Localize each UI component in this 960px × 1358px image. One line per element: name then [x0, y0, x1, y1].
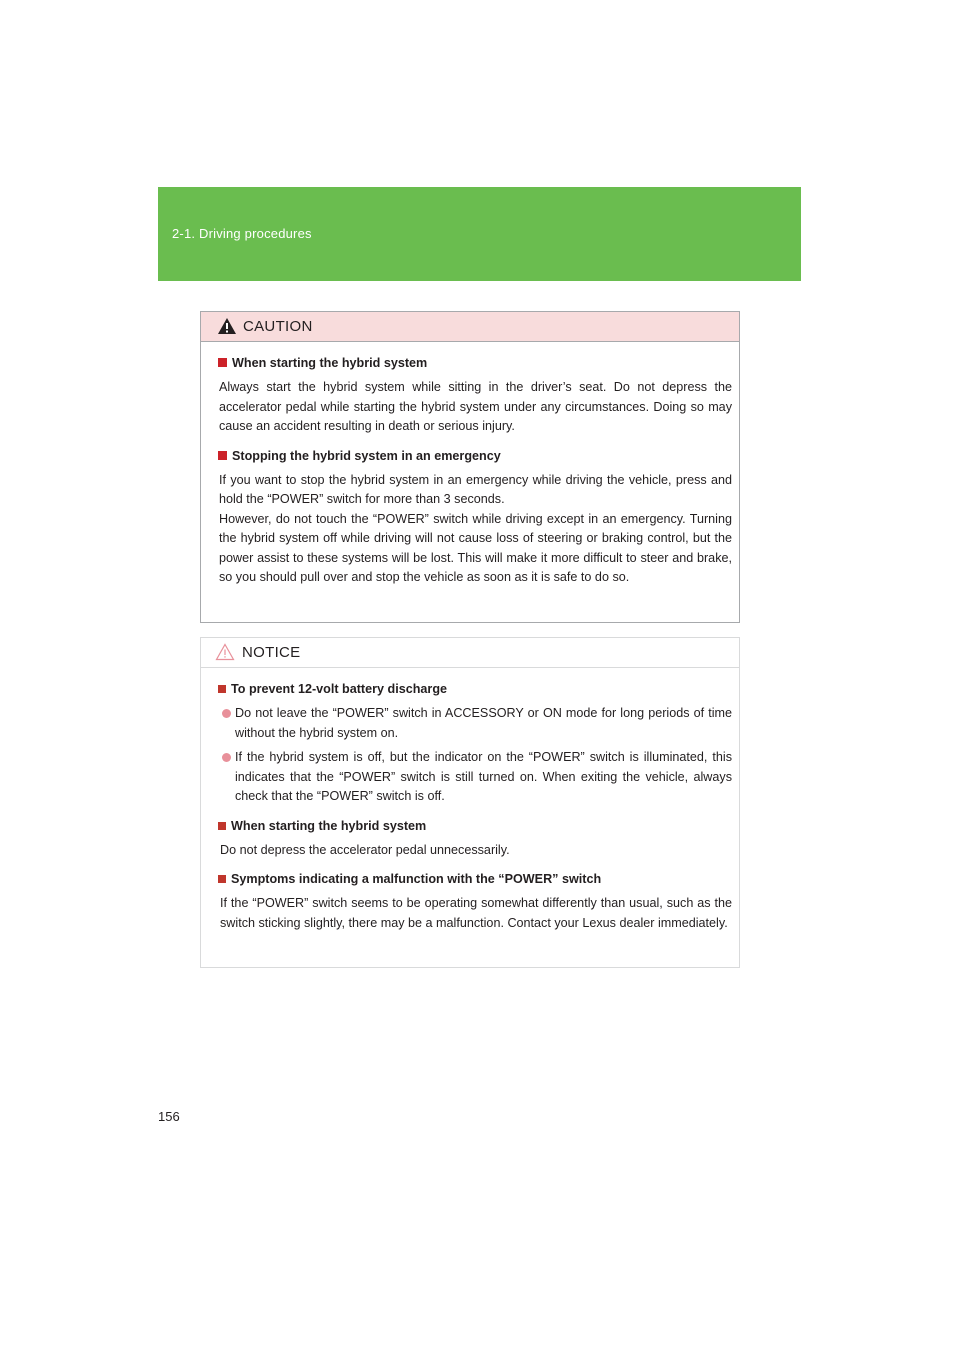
caution-box — [200, 311, 740, 623]
item-text: Do not depress the accelerator pedal unnecessarily. — [220, 842, 510, 857]
caution-label: CAUTION — [243, 318, 313, 335]
item-title: When starting the hybrid system — [231, 818, 427, 833]
bullet-dot — [222, 753, 231, 762]
item-text: Always start the hybrid system while sitting in the driver’s seat. Do not depress the accelerator pedal while starting the hybrid system under any circumstances. Doing so may cause an accident resulting in death or serious injury. — [219, 380, 732, 433]
item-title: Symptoms indicating a malfunction with the “POWER” switch — [231, 872, 602, 886]
caution-body — [201, 342, 739, 588]
caution-item — [218, 447, 732, 588]
page-number: 156 — [158, 1109, 180, 1124]
item-text: If the “POWER” switch seems to be operating somewhat differently than usual, such as the switch sticking slightly, there may be a malfunction. Contact your Lexus dealer immediately. — [220, 896, 732, 930]
item-title: When starting the hybrid system — [232, 356, 428, 370]
item-text: If you want to stop the hybrid system in an emergency while driving the vehicle, press and hold the “POWER” switch for more than 3 seconds. — [219, 472, 732, 506]
warning-outline-icon — [215, 643, 235, 666]
red-square-marker — [218, 451, 227, 460]
notice-item — [218, 817, 732, 861]
warning-triangle-icon — [217, 317, 237, 340]
item-title: Stopping the hybrid system in an emergency — [232, 448, 501, 463]
red-square-marker — [218, 875, 226, 883]
notice-item — [218, 870, 732, 933]
caution-item — [218, 354, 732, 437]
red-square-marker — [218, 358, 227, 367]
caution-header — [201, 312, 739, 342]
notice-header — [201, 638, 739, 668]
section-header-band — [158, 187, 801, 281]
notice-label: NOTICE — [242, 644, 301, 661]
notice-box — [200, 637, 740, 968]
section-title: 2-1. Driving procedures — [172, 226, 312, 241]
red-square-marker — [218, 685, 226, 693]
item-title: To prevent 12-volt battery discharge — [231, 682, 448, 696]
item-text: However, do not touch the “POWER” switch while driving except in an emergency. Turning the hybrid system off while driving will not cause loss of steering or braking control, but the power assist to these systems will be lost. This will make it more difficult to steer and brake, so you should pull over and stop the vehicle as soon as it is safe to do so. — [219, 511, 732, 584]
bullet-item: If the hybrid system is off, but the indicator on the “POWER” switch is illuminated, this indicates that the “POWER” switch is still turned on. When exiting the vehicle, always check that the “POWER” switch is off. — [218, 748, 732, 807]
red-square-marker — [218, 822, 226, 830]
bullet-dot — [222, 709, 231, 718]
notice-body — [201, 668, 739, 933]
bullet-item: Do not leave the “POWER” switch in ACCESSORY or ON mode for long periods of time without the hybrid system on. — [218, 704, 732, 743]
notice-item — [218, 680, 732, 807]
